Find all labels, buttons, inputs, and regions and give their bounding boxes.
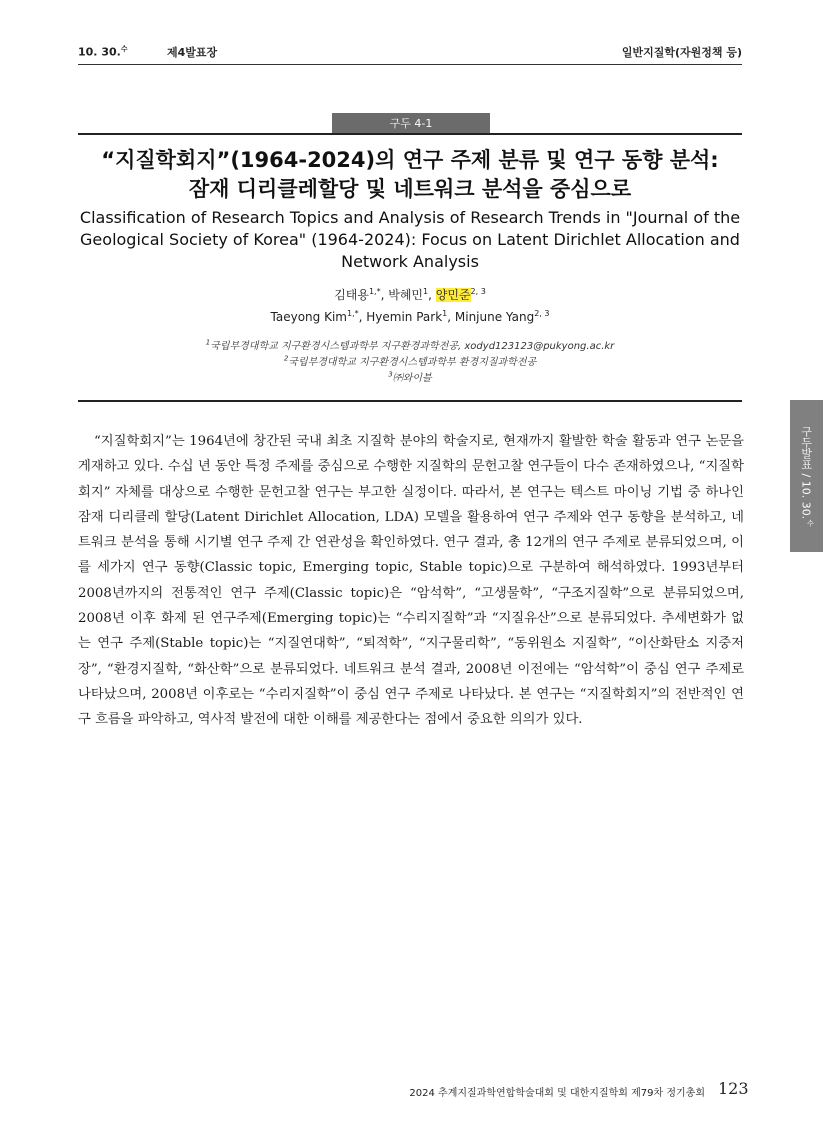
affiliation-3: $^3$㈜와이블 [388,370,432,384]
side-tab-label: 구두발표 / 10. 30.$^수$ [799,425,815,527]
title-english-line: Geological Society of Korea" (1964-2024): Focus on Latent Dirichlet Allocation and [80,230,740,249]
abstract-body [78,429,744,733]
authors-english: Taeyong Kim$^{1,*}$, Hyemin Park$^1$, Minjune Yang$^{2, 3}$ [270,309,550,324]
presentation-label: 구두 4-1 [332,113,490,133]
author-name: 박혜민 [388,288,424,302]
title-korean-line: 잠재 디리클레할당 및 네트워크 분석을 중심으로 [188,177,632,201]
header-session: 제4발표장 [167,46,218,59]
header-rule [78,64,742,65]
title-english [78,207,742,273]
title-english-line: Classification of Research Topics and Analysis of Research Trends in "Journal of the [79,208,741,227]
affiliation-rule [78,400,742,402]
title-english-line: Network Analysis [341,252,479,271]
footer-conference: 2024 추계지질과학연합학술대회 및 대한지질학회 제79차 정기총회 [409,1088,705,1099]
page-number: 123 [718,1079,749,1098]
author-name: Minjune Yang [454,310,535,324]
header-category: 일반지질학(자원정책 등) [621,46,742,59]
header-date: 10. 30.$^수$ [78,45,128,59]
affiliation-1: $^1$국립부경대학교 지구환경시스템과학부 지구환경과학전공, xodyd123123@pukyong.ac.kr [205,338,615,352]
author-name-highlighted: 양민준 [435,288,471,302]
title-korean [78,146,742,204]
author-name: Hyemin Park [366,310,443,324]
title-korean-line: “지질학회지”(1964-2024)의 연구 주제 분류 및 연구 동향 분석: [101,148,719,172]
authors-korean: 김태용$^{1,*}$, 박혜민$^1$, 양민준$^{2, 3}$ [334,287,486,302]
author-name: 김태용 [334,288,369,302]
abstract-text: “지질학회지”는 1964년에 창간된 국내 최초 지질학 분야의 학술지로, 현재까지 활발한 학술 활동과 연구 논문을 게재하고 있다. 수십 년 동안 특정 주제를 중심으로 수행한 지질학의 문헌고찰 연구들이 다수 존재하였으나, “지질학회지” 자체를 대상으로 수행한 문헌고찰 연구는 부고한 실정이다. 따라서, 본 연구는 텍스트 마이닝 기법 중 하나인 잠재 디리클레 할당(Latent Dirichlet Allocation, LDA) 모델을 활용하여 연구 주제와 연구 동향을 분석하고, 네트워크 분석을 통해 시기별 연구 주제 간 연관성을 확인하였다. 연구 결과, 총 12개의 연구 주제로 분류되었으며, 이를 세가지 연구 동향(Classic topic, Emerging topic, Stable topic)으로 구분하여 해석하였다. 1993년부터 2008년까지의 전통적인 연구 주제(Classic topic)은 “암석학”, “고생물학”, “구조지질학”으로 분류되었으며, 2008년 이후 화제 된 연구주제(Emerging topic)는 “수리지질학”과 “지질유산”으로 분류되었다. 추세변화가 없는 연구 주제(Stable topic)는 “지질연대학”, “퇴적학”, “지구물리학”, “동위원소 지질학”, “이산화탄소 지중저장”, “환경지질학, “화산학”으로 분류되었다. 네트워크 분석 결과, 2008년 이전에는 “암석학”이 중심 연구 주제로 나타났으며, 2008년 이후로는 “수리지질학”이 중심 연구 주제로 나타났다. 본 연구는 “지질학회지”의 전반적인 연구 흐름을 파악하고, 역사적 발전에 대한 이해를 제공한다는 점에서 중요한 의의가 있다. [78,434,744,728]
author-name: Taeyong Kim [270,310,347,324]
title-rule [78,133,742,135]
side-section-tab [790,400,823,552]
affiliation-2: $^2$국립부경대학교 지구환경시스템과학부 환경지질과학전공 [283,354,537,368]
